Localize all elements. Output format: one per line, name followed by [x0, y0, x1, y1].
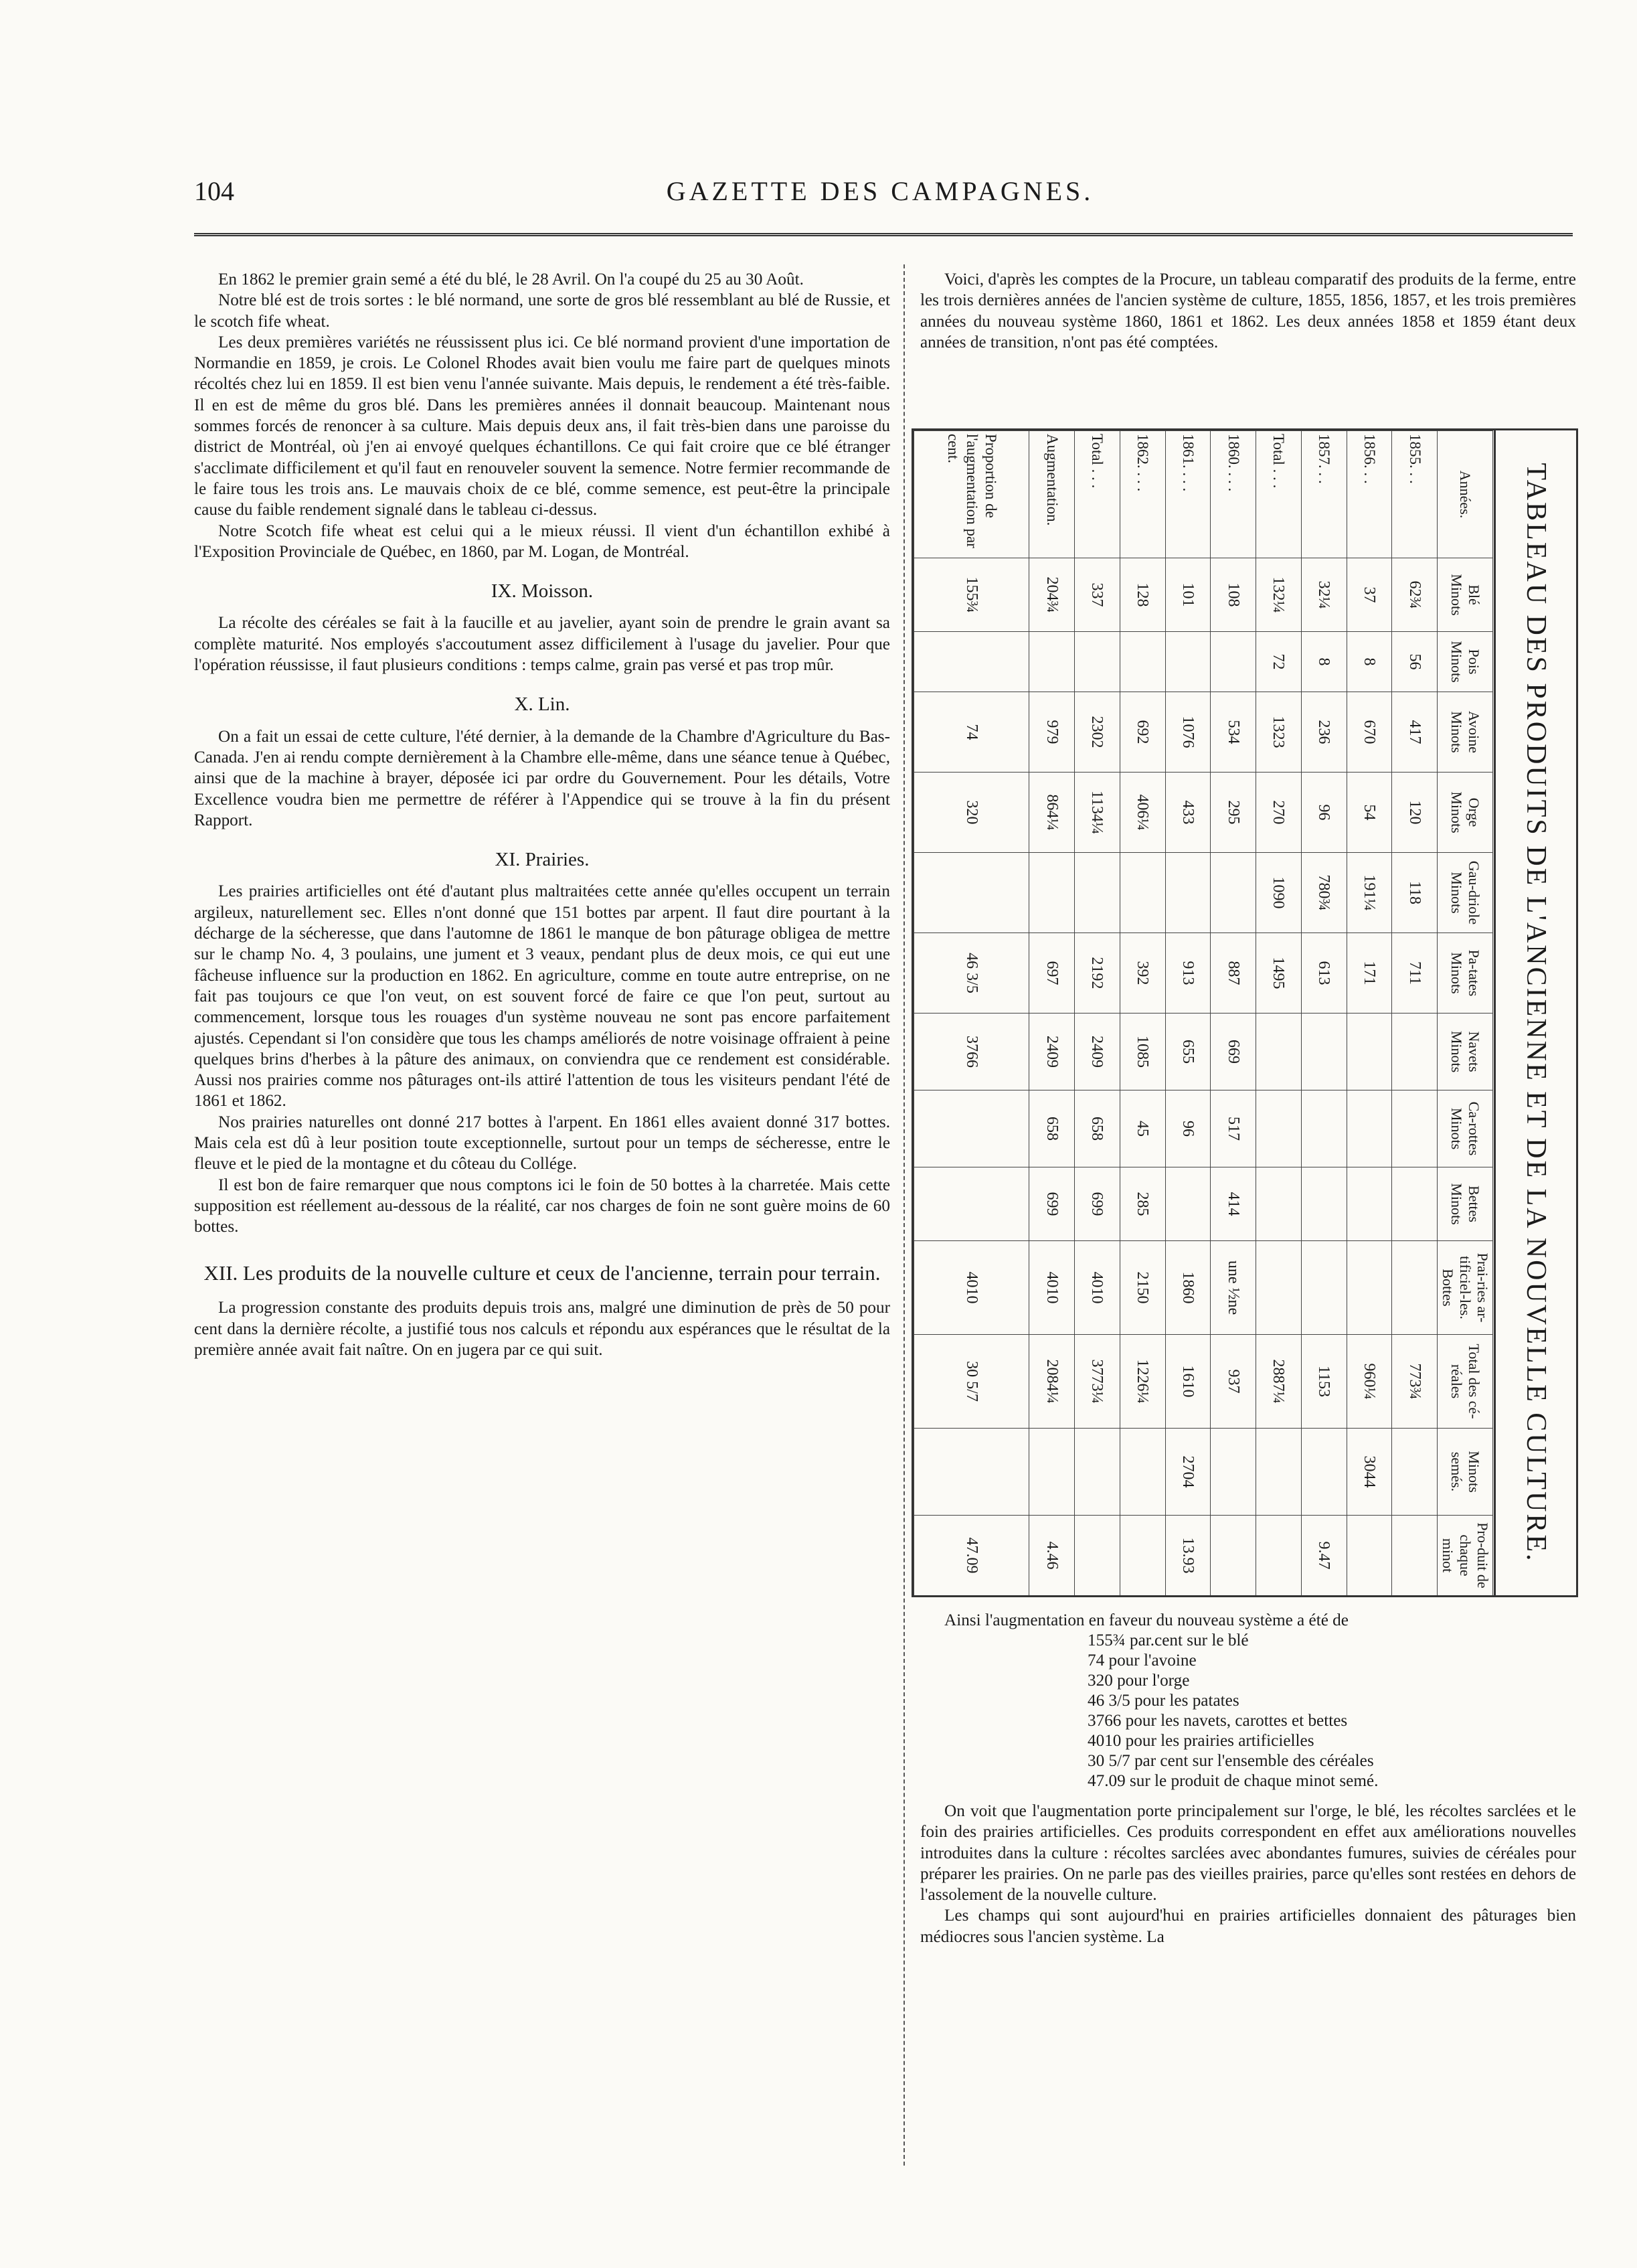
- table-cell: 1076: [1165, 692, 1211, 773]
- paragraph: Voici, d'après les comptes de la Procure, un tableau comparatif des produits de la ferme, entre les trois dernières années de l'ancien système de culture, 1855, 1856, 1857, et les trois premières années du nouveau système 1860, 1861 et 1862. Les deux années 1858 et 1859 étant deux années de transition, n'ont pas été comptées.: [920, 270, 1576, 351]
- header-avoine: Avoine Minots: [1438, 692, 1493, 773]
- row-label: Augmentation.: [1029, 431, 1075, 558]
- table-cell: 1610: [1165, 1335, 1211, 1429]
- table-cell: 108: [1211, 558, 1256, 632]
- paragraph: En 1862 le premier grain semé a été du blé, le 28 Avril. On l'a coupé du 25 au 30 Août.: [218, 270, 804, 289]
- table-row: [1029, 431, 1075, 1596]
- header-annees: Années.: [1438, 431, 1493, 558]
- table-cell: [1211, 632, 1256, 692]
- table-cell: [1301, 1167, 1347, 1241]
- table-cell: [1301, 1090, 1347, 1167]
- table-cell: 2409: [1075, 1014, 1120, 1090]
- table-cell: 118: [1392, 853, 1438, 933]
- table-cell: [1211, 1429, 1256, 1516]
- table-cell: [1347, 1516, 1392, 1596]
- table-cell: 699: [1029, 1167, 1075, 1241]
- table-cell: 670: [1347, 692, 1392, 773]
- header-bettes: Bettes Minots: [1438, 1167, 1493, 1241]
- table-cell: 780¾: [1301, 853, 1347, 933]
- paragraph: Nos prairies naturelles ont donné 217 bottes à l'arpent. En 1861 elles avaient donné 317 bottes. Mais cela est dû à leur position toute exceptionnelle, surtout pour un temps de sécheresse, entre le fleuve et le pied de la montagne et du côteau du Collége.: [194, 1113, 890, 1173]
- row-label: 1860. . . .: [1211, 431, 1256, 558]
- table-cell: 128: [1120, 558, 1165, 632]
- summary-line: 30 5/7 par cent sur l'ensemble des céréales: [1088, 1752, 1374, 1770]
- summary-line: 47.09 sur le produit de chaque minot semé.: [1088, 1772, 1379, 1790]
- table-cell: 74: [914, 692, 1029, 773]
- table-cell: 270: [1256, 773, 1302, 853]
- table-cell: 960¼: [1347, 1335, 1392, 1429]
- summary-intro: Ainsi l'augmentation en faveur du nouveau système a été de: [944, 1611, 1349, 1629]
- table-cell: [914, 853, 1029, 933]
- table-cell: [1256, 1516, 1302, 1596]
- section-heading-produits: XII. Les produits de la nouvelle culture et ceux de l'ancienne, terrain pour terrain.: [203, 1261, 881, 1285]
- table-cell: [1120, 1516, 1165, 1596]
- table-cell: 8: [1347, 632, 1392, 692]
- table-cell: [1075, 1429, 1120, 1516]
- table-cell: [1165, 1167, 1211, 1241]
- row-label: 1857. . .: [1301, 431, 1347, 558]
- header-orge: Orge Minots: [1438, 773, 1493, 853]
- section-heading-moisson: IX. Moisson.: [491, 580, 594, 602]
- table-row: [914, 431, 1029, 1596]
- table-cell: [1347, 1090, 1392, 1167]
- table-cell: [1256, 1090, 1302, 1167]
- table-cell: 9.47: [1301, 1516, 1347, 1596]
- table-cell: [1165, 632, 1211, 692]
- table-cell: 191¼: [1347, 853, 1392, 933]
- table-cell: [1165, 853, 1211, 933]
- table-cell: [1392, 1516, 1438, 1596]
- table-cell: 2302: [1075, 692, 1120, 773]
- table-cell: 46 3/5: [914, 933, 1029, 1014]
- table-cell: 699: [1075, 1167, 1120, 1241]
- table-row: [1165, 431, 1211, 1596]
- paragraph: Notre blé est de trois sortes : le blé normand, une sorte de gros blé ressemblant au blé de Russie, et le scotch fife wheat.: [194, 291, 890, 331]
- table-cell: 37: [1347, 558, 1392, 632]
- table-cell: 56: [1392, 632, 1438, 692]
- table-cell: 4010: [1075, 1241, 1120, 1335]
- table-cell: [1211, 1516, 1256, 1596]
- table-header-row: [1438, 431, 1493, 1596]
- table-cell: [914, 1090, 1029, 1167]
- table-cell: 295: [1211, 773, 1256, 853]
- table-cell: 1495: [1256, 933, 1302, 1014]
- paragraph: Les deux premières variétés ne réussissent plus ici. Ce blé normand provient d'une importation de Normandie en 1859, je crois. Le Colonel Rhodes avait bien voulu me faire part de quelques minots récoltés chez lui en 1859. Il est bien venu l'année suivante. Mais depuis, le rendement a été très-faible. Il en est de même du gros blé. Dans les premières années il donnait beaucoup. Maintenant nous sommes forcés de renoncer à sa culture. Mais depuis deux ans, il fait très-bien dans une paroisse du district de Montréal, où j'en ai envoyé quelques échantillons. Ce qui fait croire que ce blé étranger s'acclimate difficilement et qu'il faut en renouveler souvent la semence. Notre fermier recommande de le faire tous les trois ans. Le mauvais choix de ce blé, comme semence, est peut-être la principale cause du faible rendement signalé dans le tableau ci-dessus.: [194, 333, 890, 519]
- table-cell: 337: [1075, 558, 1120, 632]
- header-ble: Blé Minots: [1438, 558, 1493, 632]
- table-cell: [1347, 1014, 1392, 1090]
- table-cell: 96: [1301, 773, 1347, 853]
- table-cell: 320: [914, 773, 1029, 853]
- table-cell: 711: [1392, 933, 1438, 1014]
- table-cell: 72: [1256, 632, 1302, 692]
- table-cell: 697: [1029, 933, 1075, 1014]
- table-cell: 1153: [1301, 1335, 1347, 1429]
- table-cell: 517: [1211, 1090, 1256, 1167]
- table-cell: [1392, 1090, 1438, 1167]
- row-label: 1861. . . .: [1165, 431, 1211, 558]
- table-cell: [1256, 1429, 1302, 1516]
- table-cell: 658: [1029, 1090, 1075, 1167]
- table-cell: [914, 1429, 1029, 1516]
- row-label: Proportion de l'augmentation par cent.: [914, 431, 1029, 558]
- table-cell: 414: [1211, 1167, 1256, 1241]
- row-label: 1862. . . .: [1120, 431, 1165, 558]
- comparison-table-frame: [912, 428, 1578, 1597]
- table-cell: 433: [1165, 773, 1211, 853]
- table-cell: 4.46: [1029, 1516, 1075, 1596]
- paragraph: On a fait un essai de cette culture, l'été dernier, à la demande de la Chambre d'Agriculture du Bas-Canada. J'en ai rendu compte dernièrement à la Chambre elle-même, dans une séance tenue à Québec, ainsi que de la machine à brayer, déposée ici par ordre du Gouvernement. Pour les détails, Votre Excellence voudra bien me permettre de référer à l'Appendice qui se trouve à la fin du présent Rapport.: [194, 727, 890, 829]
- table-cell: 937: [1211, 1335, 1256, 1429]
- table-cell: 45: [1120, 1090, 1165, 1167]
- table-cell: 285: [1120, 1167, 1165, 1241]
- table-cell: 1323: [1256, 692, 1302, 773]
- paragraph: Les prairies artificielles ont été d'autant plus maltraitées cette année qu'elles occupent un terrain argileux, naturellement sec. Elles n'ont donné que 151 bottes par arpent. Il faut dire pourtant à la décharge de la sécheresse, que dans l'automne de 1861 le manque de bon pâturage obligea de mettre sur le champ No. 4, 3 poulains, une jument et 3 veaux, pendant plus de deux mois, ce qui eut une fâcheuse influence sur la production en 1862. En agriculture, comme en toute autre entreprise, on ne fait pas toujours ce que l'on veut, on est souvent forcé de faire ce que l'on peut, surtout au commencement, lorsque tous les rouages d'un système nouveau ne sont pas encore parfaitement ajustés. Cependant si l'on considère que tous les champs améliorés de notre voisinage offraient à peine quelques brins d'herbes à la pâture des animaux, on conviendra que ce rendement est considérable. Aussi nos prairies comme nos pâturages ont-ils attiré l'attention de tous les visiteurs pendant l'été de 1861 et 1862.: [194, 882, 890, 1111]
- table-cell: [1392, 1241, 1438, 1335]
- table-cell: 4010: [914, 1241, 1029, 1335]
- table-cell: 3044: [1347, 1429, 1392, 1516]
- table-cell: 1226¼: [1120, 1335, 1165, 1429]
- header-pois: Pois Minots: [1438, 632, 1493, 692]
- summary-line: 4010 pour les prairies artificielles: [1088, 1732, 1314, 1750]
- header-carottes: Ca-rottes Minots: [1438, 1090, 1493, 1167]
- table-row: [1347, 431, 1392, 1596]
- table-cell: 8: [1301, 632, 1347, 692]
- table-cell: 155¾: [914, 558, 1029, 632]
- summary-line: 74 pour l'avoine: [1088, 1651, 1197, 1670]
- table-cell: 773¾: [1392, 1335, 1438, 1429]
- column-divider: [903, 264, 905, 2166]
- page-number: 104: [194, 176, 234, 206]
- right-column-lower: [920, 1599, 1576, 1947]
- table-row: [1301, 431, 1347, 1596]
- header-produit-minot: Pro-duit de chaque minot: [1438, 1516, 1493, 1596]
- table-cell: 96: [1165, 1090, 1211, 1167]
- table-cell: 47.09: [914, 1516, 1029, 1596]
- table-cell: une ½ne: [1211, 1241, 1256, 1335]
- table-cell: [1392, 1014, 1438, 1090]
- table-cell: [1392, 1167, 1438, 1241]
- section-heading-prairies: XI. Prairies.: [495, 849, 590, 871]
- table-cell: [1211, 853, 1256, 933]
- table-cell: 392: [1120, 933, 1165, 1014]
- table-cell: 4010: [1029, 1241, 1075, 1335]
- table-cell: [1075, 632, 1120, 692]
- table-cell: 1860: [1165, 1241, 1211, 1335]
- table-cell: 406¼: [1120, 773, 1165, 853]
- header-minots-semes: Minots semés.: [1438, 1429, 1493, 1516]
- table-cell: 204¾: [1029, 558, 1075, 632]
- table-cell: [1301, 1241, 1347, 1335]
- header-navets: Navets Minots: [1438, 1014, 1493, 1090]
- header-rule: [194, 233, 1573, 236]
- summary-line: 46 3/5 pour les patates: [1088, 1692, 1239, 1710]
- table-title: TABLEAU DES PRODUITS DE L'ANCIENNE ET DE LA NOUVELLE CULTURE.: [1494, 430, 1576, 1595]
- table-cell: 1090: [1256, 853, 1302, 933]
- right-column: [920, 269, 1576, 353]
- table-cell: 669: [1211, 1014, 1256, 1090]
- table-cell: [1347, 1241, 1392, 1335]
- table-cell: 613: [1301, 933, 1347, 1014]
- table-cell: [1301, 1014, 1347, 1090]
- paragraph: Notre Scotch fife wheat est celui qui a le mieux réussi. Il vient d'un échantillon exhibé à l'Exposition Provinciale de Québec, en 1860, par M. Logan, de Montréal.: [194, 521, 890, 561]
- table-cell: 13.93: [1165, 1516, 1211, 1596]
- table-row: [1075, 431, 1120, 1596]
- table-cell: [914, 1167, 1029, 1241]
- table-cell: [1120, 632, 1165, 692]
- table-cell: 62¾: [1392, 558, 1438, 632]
- header-patates: Pa-tates Minots: [1438, 933, 1493, 1014]
- table-cell: [1392, 1429, 1438, 1516]
- table-cell: 1134¼: [1075, 773, 1120, 853]
- table-cell: 1085: [1120, 1014, 1165, 1090]
- table-cell: [1120, 1429, 1165, 1516]
- left-column: [194, 269, 890, 1360]
- table-cell: [1347, 1167, 1392, 1241]
- table-cell: [1029, 853, 1075, 933]
- table-row: [1211, 431, 1256, 1596]
- paragraph: La progression constante des produits depuis trois ans, malgré une diminution de près de 50 pour cent dans la dernière récolte, a justifié tous nos calculs et répondu aux espérances que le résultat de la première année avait fait naître. On en jugera par ce qui suit.: [194, 1299, 890, 1360]
- table-cell: 913: [1165, 933, 1211, 1014]
- table-cell: 30 5/7: [914, 1335, 1029, 1429]
- table-cell: 101: [1165, 558, 1211, 632]
- table-cell: 534: [1211, 692, 1256, 773]
- summary-line: 3766 pour les navets, carottes et bettes: [1088, 1712, 1348, 1730]
- table-cell: [1075, 1516, 1120, 1596]
- table-cell: 2084¼: [1029, 1335, 1075, 1429]
- table-cell: 132¼: [1256, 558, 1302, 632]
- table-cell: [1075, 853, 1120, 933]
- table-cell: 171: [1347, 933, 1392, 1014]
- table-cell: 2409: [1029, 1014, 1075, 1090]
- row-label: 1855. . .: [1392, 431, 1438, 558]
- table-cell: 3773¼: [1075, 1335, 1120, 1429]
- paragraph: Les champs qui sont aujourd'hui en prairies artificielles donnaient des pâturages bien médiocres sous l'ancien système. La: [920, 1907, 1576, 1946]
- table-cell: [914, 632, 1029, 692]
- table-row: [1256, 431, 1302, 1596]
- paragraph: On voit que l'augmentation porte principalement sur l'orge, le blé, les récoltes sarclées et le foin des prairies artificielles. Ces produits correspondent en effet aux améliorations nouvelles introduites dans la culture : récoltes sarclées avec abondantes fumures, suivies de céréales pour préparer les prairies. On ne parle pas des vieilles prairies, parce qu'elles sont restées en dehors de l'assolement de la nouvelle culture.: [920, 1802, 1576, 1905]
- table-cell: 54: [1347, 773, 1392, 853]
- paragraph: La récolte des céréales se fait à la faucille et au javelier, ayant soin de prendre le grain avant sa complète maturité. Nos employés s'accoutument assez difficilement à l'usage du javelier. Pour que l'opération réussisse, il faut plusieurs conditions : temps calme, grain pas versé et pas trop mûr.: [194, 614, 890, 675]
- comparison-table-rotated: [914, 430, 1576, 1595]
- header-total-cereales: Total des cé-réales: [1438, 1335, 1493, 1429]
- summary-line: 320 pour l'orge: [1088, 1672, 1190, 1690]
- header-prairies: Prai-ries ar-tificiel-les. Bottes: [1438, 1241, 1493, 1335]
- table-cell: 692: [1120, 692, 1165, 773]
- summary-block: [920, 1611, 1576, 1791]
- row-label: 1856. . .: [1347, 431, 1392, 558]
- table-cell: [1256, 1167, 1302, 1241]
- table-cell: 417: [1392, 692, 1438, 773]
- row-label: Total . . .: [1075, 431, 1120, 558]
- table-cell: [1256, 1014, 1302, 1090]
- table-cell: [1256, 1241, 1302, 1335]
- table-cell: 655: [1165, 1014, 1211, 1090]
- table-row: [1392, 431, 1438, 1596]
- table-cell: 2192: [1075, 933, 1120, 1014]
- table-cell: [1029, 1429, 1075, 1516]
- table-cell: 32¼: [1301, 558, 1347, 632]
- table-cell: 236: [1301, 692, 1347, 773]
- comparison-table: [914, 430, 1493, 1596]
- table-cell: [1120, 853, 1165, 933]
- paragraph: Il est bon de faire remarquer que nous comptons ici le foin de 50 bottes à la charretée. Mais cette supposition est réellement au-dessous de la réalité, car nos charges de foin ne sont guère moins de 60 bottes.: [194, 1176, 890, 1236]
- table-cell: 864¼: [1029, 773, 1075, 853]
- header-gaudriole: Gau-driole Minots: [1438, 853, 1493, 933]
- table-cell: [1301, 1429, 1347, 1516]
- table-cell: 2150: [1120, 1241, 1165, 1335]
- table-row: [1120, 431, 1165, 1596]
- running-title: GAZETTE DES CAMPAGNES.: [666, 176, 1094, 206]
- table-cell: [1029, 632, 1075, 692]
- page-header: [194, 175, 1566, 216]
- table-cell: 120: [1392, 773, 1438, 853]
- table-cell: 887: [1211, 933, 1256, 1014]
- table-cell: 2887¼: [1256, 1335, 1302, 1429]
- section-heading-lin: X. Lin.: [514, 694, 570, 716]
- summary-line: 155¾ par.cent sur le blé: [1088, 1631, 1249, 1649]
- table-cell: 658: [1075, 1090, 1120, 1167]
- table-cell: 979: [1029, 692, 1075, 773]
- row-label: Total . . .: [1256, 431, 1302, 558]
- table-cell: 3766: [914, 1014, 1029, 1090]
- table-cell: 2704: [1165, 1429, 1211, 1516]
